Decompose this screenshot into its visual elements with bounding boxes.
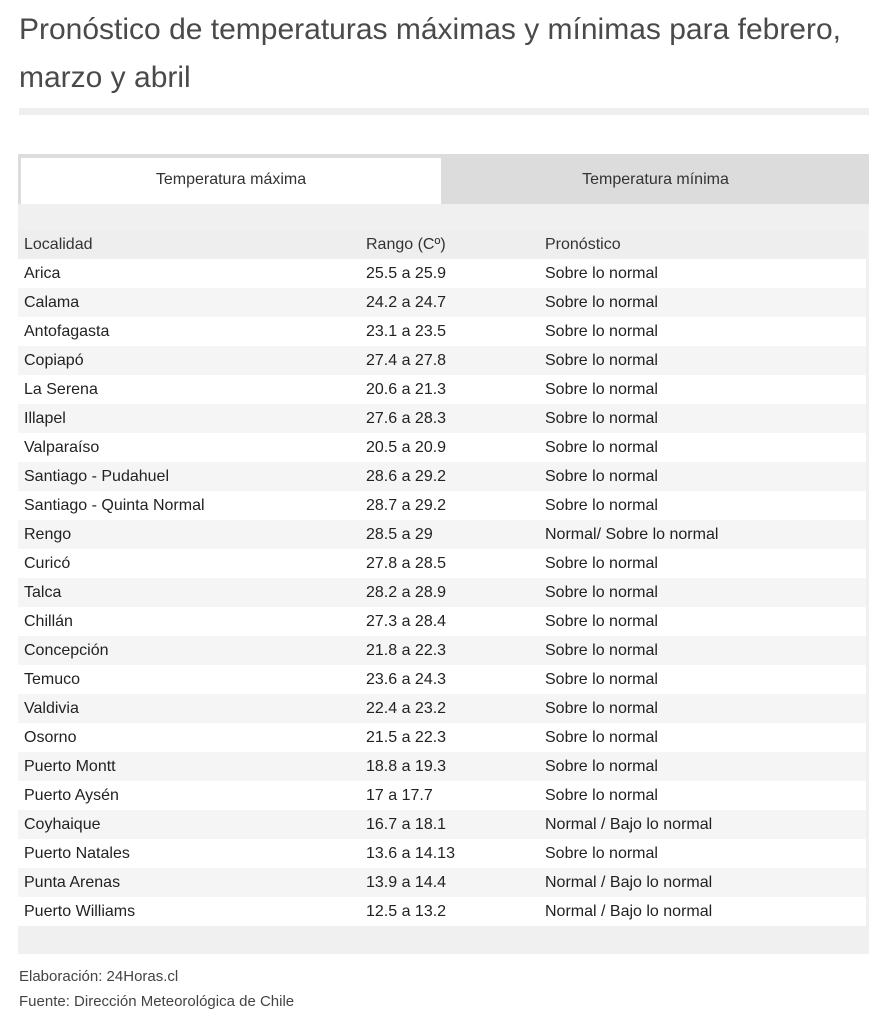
- table-row: [18, 607, 866, 636]
- cell-rango: 27.3 a 28.4: [366, 607, 545, 636]
- table-row: [18, 723, 866, 752]
- cell-pronostico: Sobre lo normal: [545, 549, 866, 578]
- forecast-table: [18, 230, 866, 926]
- table-row: [18, 578, 866, 607]
- footer-fuente: Fuente: Dirección Meteorológica de Chile: [19, 993, 295, 1010]
- table-row: [18, 549, 866, 578]
- cell-pronostico: Normal / Bajo lo normal: [545, 868, 866, 897]
- cell-rango: 12.5 a 13.2: [366, 897, 545, 926]
- table-row: [18, 375, 866, 404]
- table-row: [18, 752, 866, 781]
- cell-rango: 24.2 a 24.7: [366, 288, 545, 317]
- table-row: [18, 694, 866, 723]
- cell-rango: 17 a 17.7: [366, 781, 545, 810]
- cell-localidad: Santiago - Quinta Normal: [18, 491, 366, 520]
- table-row: [18, 462, 866, 491]
- cell-localidad: La Serena: [18, 375, 366, 404]
- cell-localidad: Temuco: [18, 665, 366, 694]
- table-row: [18, 868, 866, 897]
- cell-rango: 20.5 a 20.9: [366, 433, 545, 462]
- cell-localidad: Puerto Montt: [18, 752, 366, 781]
- footer-elaboracion: Elaboración: 24Horas.cl: [19, 968, 179, 985]
- title-divider: [19, 108, 869, 115]
- cell-localidad: Valparaíso: [18, 433, 366, 462]
- cell-rango: 28.2 a 28.9: [366, 578, 545, 607]
- cell-localidad: Arica: [18, 259, 366, 288]
- cell-localidad: Osorno: [18, 723, 366, 752]
- table-row: [18, 897, 866, 926]
- cell-pronostico: Sobre lo normal: [545, 839, 866, 868]
- cell-localidad: Antofagasta: [18, 317, 366, 346]
- tabs-panel: [18, 154, 869, 954]
- cell-localidad: Puerto Aysén: [18, 781, 366, 810]
- cell-localidad: Puerto Natales: [18, 839, 366, 868]
- table-row: [18, 404, 866, 433]
- column-header-rango: Rango (Cº): [366, 230, 545, 259]
- tab-temperatura-minima[interactable]: Temperatura mínima: [582, 171, 729, 188]
- cell-localidad: Concepción: [18, 636, 366, 665]
- table-row: [18, 317, 866, 346]
- cell-localidad: Illapel: [18, 404, 366, 433]
- table-row: [18, 839, 866, 868]
- cell-rango: 23.1 a 23.5: [366, 317, 545, 346]
- cell-rango: 18.8 a 19.3: [366, 752, 545, 781]
- cell-pronostico: Sobre lo normal: [545, 723, 866, 752]
- cell-localidad: Coyhaique: [18, 810, 366, 839]
- cell-localidad: Valdivia: [18, 694, 366, 723]
- table-row: [18, 810, 866, 839]
- cell-rango: 21.5 a 22.3: [366, 723, 545, 752]
- table-row: [18, 491, 866, 520]
- column-header-localidad: Localidad: [18, 230, 366, 259]
- table-row: [18, 520, 866, 549]
- cell-rango: 28.5 a 29: [366, 520, 545, 549]
- table-row: [18, 346, 866, 375]
- cell-localidad: Calama: [18, 288, 366, 317]
- cell-localidad: Puerto Williams: [18, 897, 366, 926]
- table-body: [18, 259, 866, 926]
- cell-rango: 27.6 a 28.3: [366, 404, 545, 433]
- cell-rango: 22.4 a 23.2: [366, 694, 545, 723]
- cell-pronostico: Sobre lo normal: [545, 636, 866, 665]
- cell-localidad: Rengo: [18, 520, 366, 549]
- cell-rango: 13.9 a 14.4: [366, 868, 545, 897]
- cell-pronostico: Sobre lo normal: [545, 404, 866, 433]
- cell-rango: 16.7 a 18.1: [366, 810, 545, 839]
- cell-pronostico: Sobre lo normal: [545, 375, 866, 404]
- cell-localidad: Curicó: [18, 549, 366, 578]
- table-row: [18, 433, 866, 462]
- table-row: [18, 288, 866, 317]
- cell-pronostico: Sobre lo normal: [545, 346, 866, 375]
- cell-localidad: Punta Arenas: [18, 868, 366, 897]
- page-title: Pronóstico de temperaturas máximas y mínimas para febrero, marzo y abril: [19, 13, 841, 94]
- tab-temperatura-maxima[interactable]: Temperatura máxima: [21, 158, 441, 204]
- cell-pronostico: Normal / Bajo lo normal: [545, 810, 866, 839]
- table-row: [18, 781, 866, 810]
- cell-localidad: Santiago - Pudahuel: [18, 462, 366, 491]
- cell-localidad: Chillán: [18, 607, 366, 636]
- cell-rango: 21.8 a 22.3: [366, 636, 545, 665]
- table-row: [18, 636, 866, 665]
- table-header-row: [18, 230, 866, 259]
- tab-bar: [18, 154, 869, 204]
- cell-pronostico: Sobre lo normal: [545, 462, 866, 491]
- cell-rango: 27.8 a 28.5: [366, 549, 545, 578]
- cell-pronostico: Sobre lo normal: [545, 288, 866, 317]
- cell-pronostico: Sobre lo normal: [545, 433, 866, 462]
- cell-rango: 28.6 a 29.2: [366, 462, 545, 491]
- table-row: [18, 665, 866, 694]
- cell-pronostico: Sobre lo normal: [545, 317, 866, 346]
- footer: [19, 964, 294, 1014]
- cell-rango: 28.7 a 29.2: [366, 491, 545, 520]
- cell-pronostico: Sobre lo normal: [545, 694, 866, 723]
- cell-pronostico: Sobre lo normal: [545, 781, 866, 810]
- cell-pronostico: Sobre lo normal: [545, 491, 866, 520]
- cell-rango: 23.6 a 24.3: [366, 665, 545, 694]
- cell-localidad: Talca: [18, 578, 366, 607]
- cell-pronostico: Normal / Bajo lo normal: [545, 897, 866, 926]
- cell-pronostico: Normal/ Sobre lo normal: [545, 520, 866, 549]
- column-header-pronostico: Pronóstico: [545, 230, 866, 259]
- cell-pronostico: Sobre lo normal: [545, 578, 866, 607]
- cell-localidad: Copiapó: [18, 346, 366, 375]
- cell-pronostico: Sobre lo normal: [545, 665, 866, 694]
- cell-pronostico: Sobre lo normal: [545, 607, 866, 636]
- cell-rango: 20.6 a 21.3: [366, 375, 545, 404]
- cell-pronostico: Sobre lo normal: [545, 259, 866, 288]
- table-row: [18, 259, 866, 288]
- cell-pronostico: Sobre lo normal: [545, 752, 866, 781]
- cell-rango: 25.5 a 25.9: [366, 259, 545, 288]
- cell-rango: 27.4 a 27.8: [366, 346, 545, 375]
- cell-rango: 13.6 a 14.13: [366, 839, 545, 868]
